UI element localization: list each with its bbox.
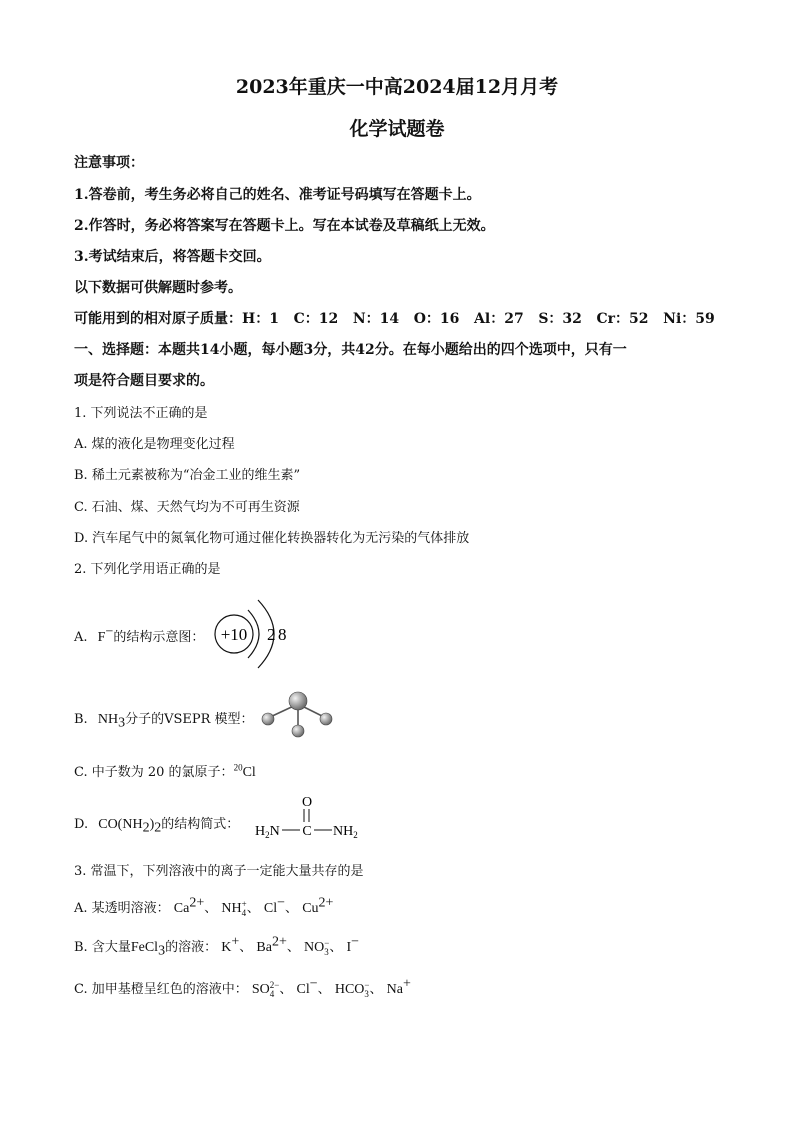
q1-option-c: C. 石油、煤、天然气均为不可再生资源 bbox=[74, 500, 300, 515]
atomic-mass-line: 可能用到的相对原子质量：H：1 C：12 N：14 O：16 Al：27 S：32 Cr：52 Ni：59 bbox=[74, 311, 715, 327]
nitrogen-atom bbox=[289, 692, 307, 710]
element-symbol: Cl bbox=[242, 765, 256, 780]
q3-option-c: C. 加甲基橙呈红色的溶液中： SO 2− 4 、 Cl−、 HCO − 3 、 Na+ bbox=[74, 976, 411, 999]
ion-cl: Cl bbox=[263, 901, 278, 916]
ion-nh4: NH bbox=[221, 901, 242, 916]
nh3-subscript: 3 bbox=[118, 715, 126, 731]
ion-ba: Ba bbox=[256, 940, 272, 955]
ion-charge: − bbox=[105, 624, 114, 640]
urea-sub-1: 2 bbox=[142, 820, 150, 836]
option-text: C. 中子数为 20 的氯原子： bbox=[74, 765, 234, 780]
ion-cu: Cu bbox=[302, 901, 319, 916]
option-text: C. 加甲基橙呈红色的溶液中： bbox=[74, 982, 248, 997]
nh3-vsepr-model bbox=[256, 688, 336, 740]
option-letter: B. bbox=[74, 712, 88, 727]
amine-left: $H_2N$ bbox=[255, 824, 280, 840]
ion-so4: SO bbox=[251, 982, 270, 997]
q2-option-d bbox=[74, 813, 240, 836]
section-heading-line1: 一、选择题：本题共14小题，每小题3分，共42分。在每小题给出的四个选项中，只有一 bbox=[74, 342, 627, 358]
option-label: 的结构简式： bbox=[161, 817, 240, 832]
ion-k: K bbox=[221, 940, 232, 955]
hydrogen-atom bbox=[292, 725, 304, 737]
notice-item-1: 1.答卷前，考生务必将自己的姓名、准考证号码填写在答题卡上。 bbox=[74, 187, 481, 203]
urea-sub-2: 2 bbox=[154, 820, 162, 836]
hydrogen-atom bbox=[320, 713, 332, 725]
q1-option-a: A. 煤的液化是物理变化过程 bbox=[74, 437, 235, 452]
ion-symbol: F bbox=[97, 630, 106, 645]
ion-na: Na bbox=[386, 982, 403, 997]
option-text: B. 含大量 bbox=[74, 940, 131, 955]
q2-option-c bbox=[74, 761, 256, 781]
exam-subtitle: 化学试题卷 bbox=[349, 118, 445, 140]
hydrogen-atom bbox=[262, 713, 274, 725]
fluoride-structure-diagram bbox=[210, 594, 300, 674]
option-letter: D. bbox=[74, 817, 89, 832]
ion-i: I bbox=[346, 940, 352, 955]
urea-structure-diagram bbox=[252, 792, 372, 842]
carbon-atom: C bbox=[302, 824, 312, 839]
data-hint: 以下数据可供解题时参考。 bbox=[74, 280, 242, 296]
oxygen-atom: O bbox=[301, 795, 313, 810]
mass-number: 20 bbox=[233, 762, 243, 773]
q2-option-b bbox=[74, 708, 254, 731]
ion-no3: NO bbox=[304, 940, 325, 955]
option-text: A. 某透明溶液： bbox=[74, 901, 170, 916]
urea-formula-part2: ) bbox=[149, 817, 155, 832]
urea-formula-part1: CO(NH bbox=[98, 817, 143, 832]
q2-option-a bbox=[74, 626, 204, 646]
q1-option-d: D. 汽车尾气中的氮氧化物可通过催化转换器转化为无污染的气体排放 bbox=[74, 531, 470, 546]
option-label: 分子的VSEPR 模型： bbox=[125, 712, 254, 727]
notice-item-3: 3.考试结束后，将答题卡交回。 bbox=[74, 249, 271, 265]
q3-option-a: A. 某透明溶液： $Ca^{2+}$、 NH + 4 、 Cl−、 $Cu^{2+}$ bbox=[74, 895, 334, 918]
option-letter: A. bbox=[74, 630, 88, 645]
q3-option-b: B. 含大量FeCl$_3$的溶液： K+、 $Ba^{2+}$、 NO − 3 、 I− bbox=[74, 934, 360, 959]
q2-stem: 2. 下列化学用语正确的是 bbox=[74, 562, 221, 577]
amine-right: $NH_2$ bbox=[333, 824, 358, 840]
q3-stem: 3. 常温下，下列溶液中的离子一定能大量共存的是 bbox=[74, 864, 364, 879]
ion-hco3: HCO bbox=[334, 982, 365, 997]
nh3-formula: NH bbox=[97, 712, 119, 727]
option-label: 的结构示意图： bbox=[113, 630, 205, 645]
shell-1-count: 2 bbox=[267, 625, 276, 644]
ion-ca: Ca bbox=[173, 901, 190, 916]
section-heading-line2: 项是符合题目要求的。 bbox=[74, 373, 214, 389]
notice-heading: 注意事项： bbox=[74, 155, 144, 171]
q1-option-b: B. 稀土元素被称为“冶金工业的维生素” bbox=[74, 468, 301, 483]
shell-2-count: 8 bbox=[278, 625, 287, 644]
exam-title: 2023年重庆一中高2024届12月月考 bbox=[235, 76, 559, 98]
ion-cl: Cl bbox=[296, 982, 310, 997]
notice-item-2: 2.作答时，务必将答案写在答题卡上。写在本试卷及草稿纸上无效。 bbox=[74, 218, 495, 234]
nucleus-charge: +10 bbox=[220, 625, 248, 644]
fecl3-formula: FeCl bbox=[130, 940, 159, 955]
q1-stem: 1. 下列说法不正确的是 bbox=[74, 406, 208, 421]
